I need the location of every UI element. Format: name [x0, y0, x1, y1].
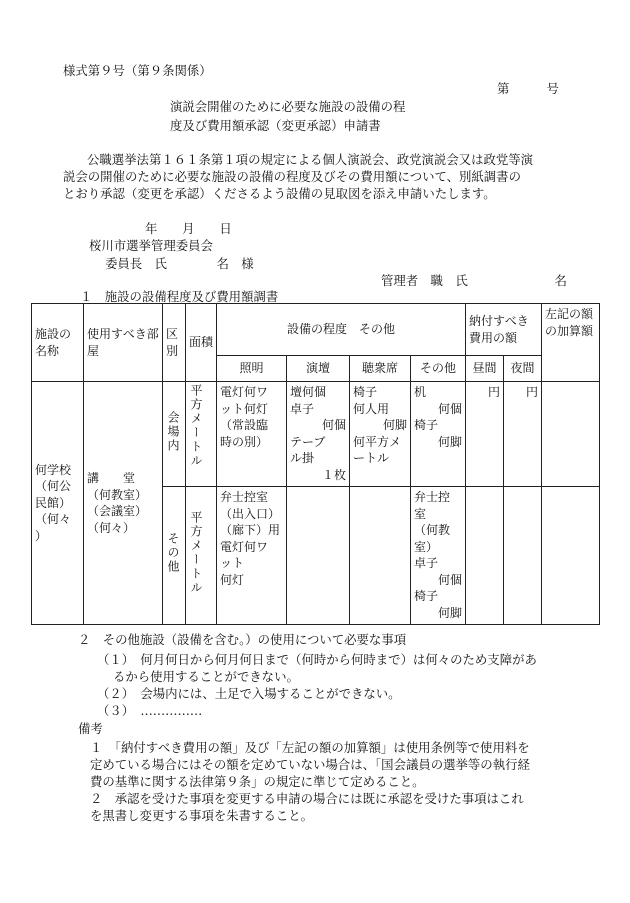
intro-line-2: 説会の開催のために必要な施設の設備の程度及びその費用額について、別紙調書の: [63, 169, 521, 184]
date-line: 年 月 日: [145, 221, 232, 236]
remarks-note-2-line-1: ２ 承認を受けた事項を変更する申請の場合には既に承認を受けた事項はこれ: [90, 791, 524, 806]
room-cell: 講 堂 （何教室） （会議室） （何々）: [84, 382, 163, 625]
header-room: 使用すべき部屋: [84, 304, 163, 382]
facility-name-cell: 何学校 （何公 民館） （何々 ）: [32, 382, 84, 625]
night-fee-other-cell: [504, 487, 542, 625]
section-1-title: １ 施設の設備程度及び費用額調書: [80, 289, 279, 304]
intro-paragraph: [63, 151, 533, 202]
addition-other-cell: [542, 487, 600, 625]
remarks-note-1-line-1: １ 「納付すべき費用の額」及び「左記の額の加算額」は使用条例等で使用料を: [90, 740, 530, 755]
day-fee-other-cell: [466, 487, 504, 625]
seats-other-cell: [350, 487, 411, 625]
other-venue-cell: 机 何個 椅子 何脚: [411, 382, 466, 487]
lighting-other-cell: 弁士控室 （出入口） （廊下）用 電灯何ワ ット 何灯: [217, 487, 287, 625]
remarks-title: 備考: [78, 721, 103, 736]
header-division: 区別: [163, 304, 186, 382]
header-area: 面積: [186, 304, 217, 382]
form-number: 様式第９号（第９条関係）: [63, 63, 212, 78]
header-seats: 聴衆席: [350, 356, 411, 382]
title-line-1: 演説会開催のために必要な施設の設備の程: [170, 99, 406, 114]
intro-line-1: 公職選挙法第１６１条第１項の規定による個人演説会、政党演説会又は政党等演: [87, 152, 534, 167]
header-addition: 左記の額の加算額: [542, 304, 600, 382]
header-night: 夜間: [504, 356, 542, 382]
header-podium: 演壇: [287, 356, 350, 382]
podium-other-cell: [287, 487, 350, 625]
remarks-notes: [90, 739, 530, 824]
header-equipment: 設備の程度 その他: [217, 304, 466, 356]
committee-name: 桜川市選挙管理委員会: [89, 238, 213, 253]
division-other-cell: その他: [163, 487, 186, 625]
remarks-note-1-line-2: 定めている場合にはその額を定めていない場合は、「国会議員の選挙等の執行経: [90, 757, 530, 772]
applicant-line: 管理者 職 氏 名: [381, 273, 567, 288]
section-2-item-1-line-2: るから使用することができない。: [113, 669, 299, 684]
header-facility-name: 施設の名称: [32, 304, 84, 382]
title-line-2: 度及び費用額承認（変更承認）申請書: [170, 118, 381, 133]
addition-venue-cell: [542, 382, 600, 487]
seats-venue-cell: 椅子 何人用 何脚 何平方メ ートル: [350, 382, 411, 487]
header-day: 昼間: [466, 356, 504, 382]
day-fee-venue-cell: 円: [466, 382, 504, 487]
header-fee: 納付すべき費用の額: [466, 304, 542, 356]
remarks-note-2-line-2: を黒書し変更する事項を朱書すること。: [90, 808, 314, 823]
header-lighting: 照明: [217, 356, 287, 382]
committee-chair: 委員長 氏 名 様: [105, 256, 254, 271]
document-number: 第 号: [497, 81, 559, 96]
section-2-item-2: （２） 会場内には、土足で入場することができない。: [97, 686, 401, 701]
area-other-cell: 平方メートル: [186, 487, 217, 625]
remarks-note-1-line-3: 費の基準に関する法律第９条」の規定に準じて定めること。: [90, 774, 425, 789]
night-fee-venue-cell: 円: [504, 382, 542, 487]
area-venue-cell: 平方メートル: [186, 382, 217, 487]
header-other: その他: [411, 356, 466, 382]
section-2-item-1-line-1: （１） 何月何日から何月何日まで（何時から何時まで）は何々のため支障があ: [97, 652, 537, 667]
other-other-cell: 弁士控 室 （何教 室） 卓子 何個 椅子 何脚: [411, 487, 466, 625]
facility-equipment-table: [31, 303, 600, 625]
division-venue-cell: 会場内: [163, 382, 186, 487]
section-2-item-3: （３） ……………: [97, 703, 203, 718]
intro-line-3: とおり承認（変更を承認）くださるよう設備の見取図を添え申請いたします。: [63, 186, 496, 201]
section-2-items: [97, 651, 537, 719]
podium-venue-cell: 壇何個 卓子 何個 テーブ ル掛 １枚: [287, 382, 350, 487]
lighting-venue-cell: 電灯何ワ ット何灯 （常設臨 時の別）: [217, 382, 287, 487]
section-2-title: ２ その他施設（設備を含む。）の使用について必要な事項: [78, 632, 407, 647]
